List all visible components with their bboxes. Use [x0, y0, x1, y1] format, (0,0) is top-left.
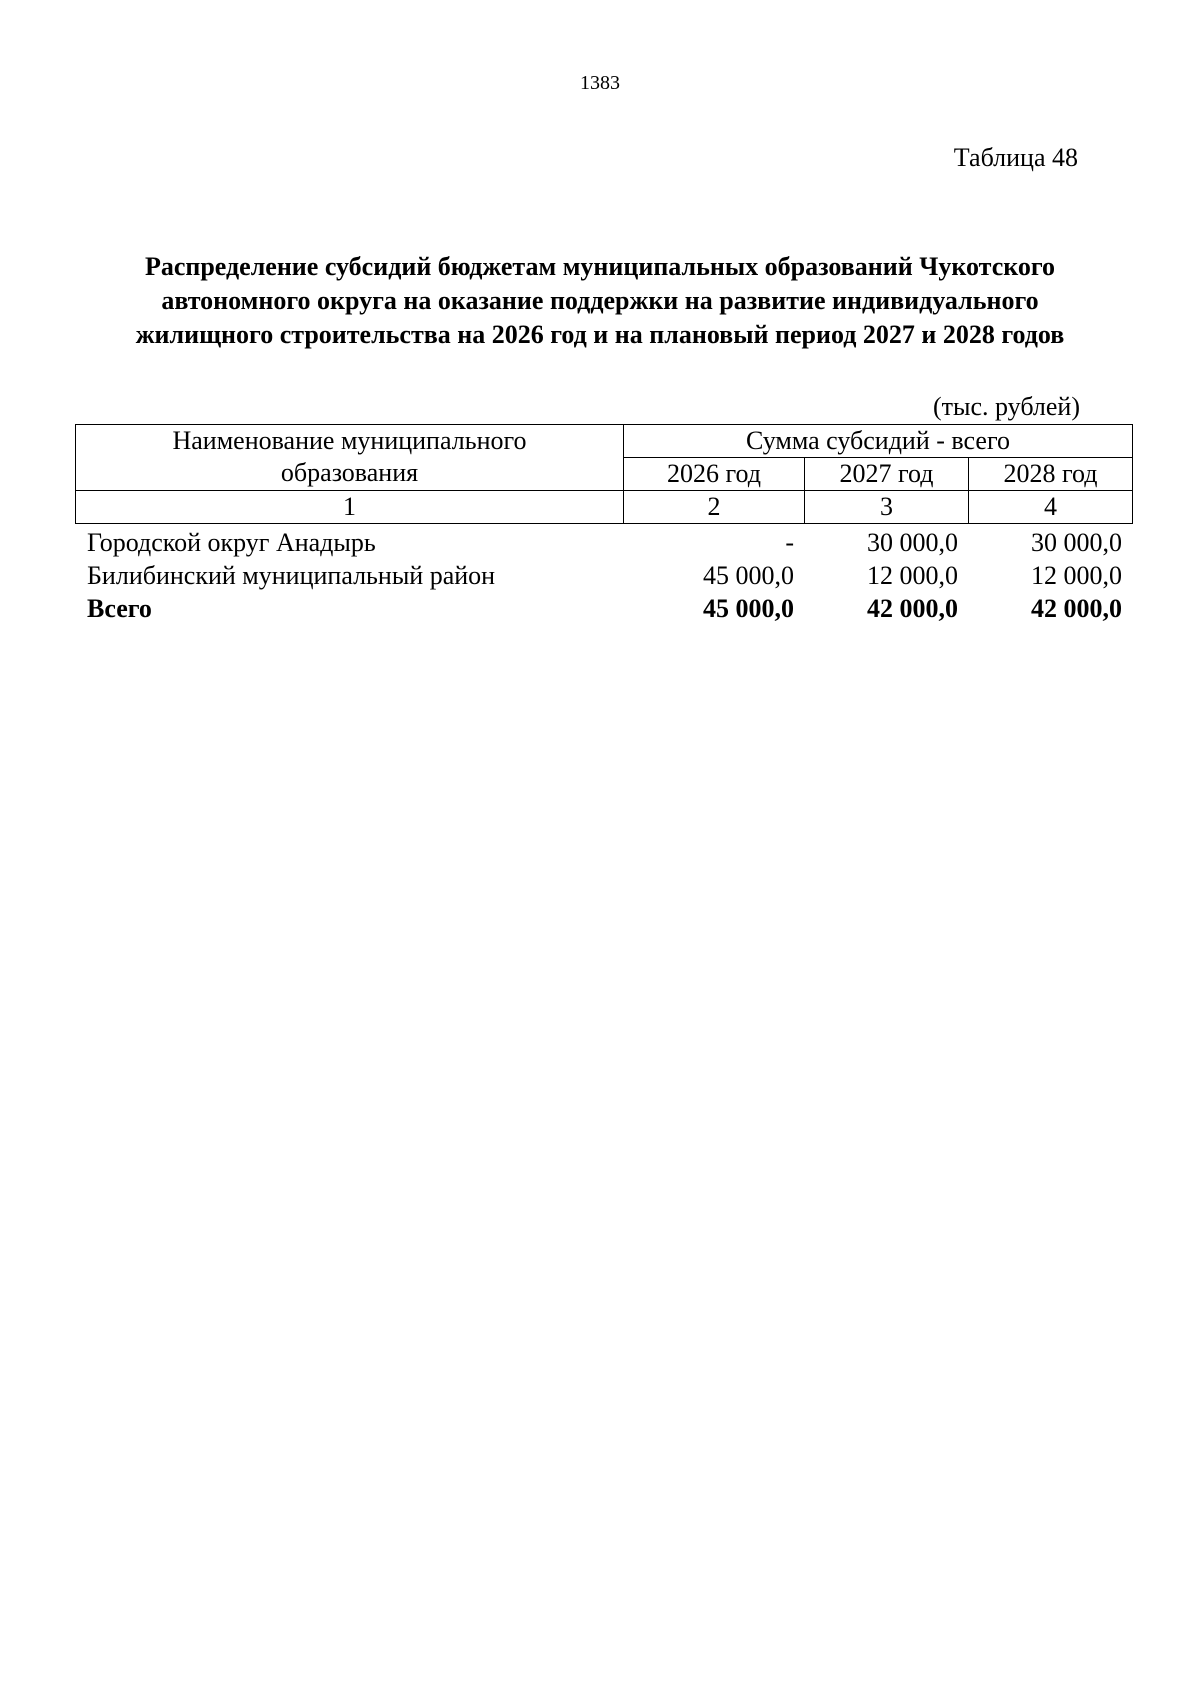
document-title	[60, 250, 1140, 352]
subsidy-table-body	[75, 526, 1132, 625]
page-number: 1383	[580, 72, 620, 94]
total-2026: 45 000,0	[703, 594, 794, 623]
value-2026: 45 000,0	[703, 561, 794, 590]
header-name-line: Наименование муниципального	[172, 426, 527, 455]
header-year-2027: 2027 год	[805, 458, 969, 491]
column-number: 1	[76, 491, 624, 524]
total-label: Всего	[87, 594, 152, 623]
header-subsidy-total: Сумма субсидий - всего	[624, 425, 1133, 458]
title-line: автономного округа на оказание поддержки на развитие индивидуального	[161, 286, 1039, 315]
table-row	[75, 526, 1132, 559]
column-number: 4	[969, 491, 1133, 524]
municipality-name: Билибинский муниципальный район	[87, 561, 496, 590]
value-2028: 12 000,0	[1031, 561, 1122, 590]
header-name-line: образования	[280, 458, 419, 487]
total-2028: 42 000,0	[1031, 594, 1122, 623]
value-2028: 30 000,0	[1031, 528, 1122, 557]
value-2026: -	[785, 528, 794, 557]
header-year-2028: 2028 год	[969, 458, 1133, 491]
title-line: Распределение субсидий бюджетам муниципальных образований Чукотского	[144, 252, 1056, 281]
total-row	[75, 592, 1132, 625]
total-2027: 42 000,0	[867, 594, 958, 623]
title-line: жилищного строительства на 2026 год и на плановый период 2027 и 2028 годов	[135, 320, 1065, 349]
header-year-2026: 2026 год	[624, 458, 805, 491]
units-label: (тыс. рублей)	[932, 392, 1080, 421]
subsidy-table-header	[75, 424, 1133, 524]
table-row	[75, 559, 1132, 592]
column-number: 3	[805, 491, 969, 524]
column-number: 2	[624, 491, 805, 524]
value-2027: 12 000,0	[867, 561, 958, 590]
municipality-name: Городской округ Анадырь	[87, 528, 376, 557]
table-label: Таблица 48	[953, 143, 1078, 172]
header-municipality-name	[76, 425, 624, 491]
value-2027: 30 000,0	[867, 528, 958, 557]
